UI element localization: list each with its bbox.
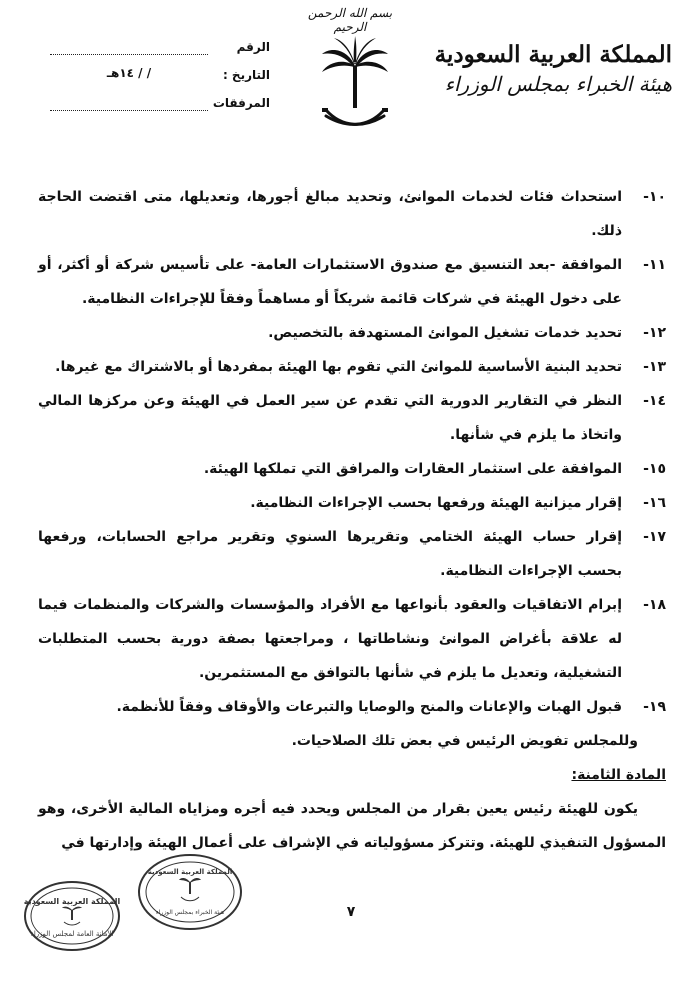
list-item: [38, 180, 666, 248]
item-text: تحديد خدمات تشغيل الموانئ المستهدفة بالتخصيص.: [268, 325, 622, 341]
item-text: إقرار ميزانية الهيئة ورفعها بحسب الإجراءات النظامية.: [250, 495, 622, 511]
reference-block: [50, 38, 270, 122]
agency-stamp-icon: [136, 852, 244, 932]
list-item: [38, 316, 666, 350]
item-text: قبول الهبات والإعانات والمنح والوصايا والتبرعات والأوقاف وفقاً للأنظمة.: [116, 699, 622, 715]
item-text: الموافقة على استثمار العقارات والمرافق التي تملكها الهيئة.: [203, 461, 622, 477]
page-number: ٧: [346, 904, 356, 920]
stamp-mid-text: المملكة العربية السعودية: [147, 868, 233, 876]
stamp-left-sub: الأمانة العامة لمجلس الوزراء: [30, 930, 114, 938]
stamp-mid-sub: هيئة الخبراء بمجلس الوزراء: [155, 909, 225, 916]
list-item: [38, 248, 666, 316]
item-text: إبرام الاتفاقيات والعقود بأنواعها مع الأفراد والمؤسسات والشركات والمنظمات فيما له علاقة بأغراض الموانئ ونشاطاتها ، ومراجعتها بصفة دورية بحسب المتطلبات التشغيلية، وتعديل ما يلزم في شأنها بالتوافق مع المستثمرين.: [38, 597, 622, 681]
stamp-left-text: المملكة العربية السعودية: [23, 897, 121, 906]
country-name: المملكة العربية السعودية: [434, 41, 672, 68]
list-item: [38, 690, 666, 724]
article-paragraph: يكون للهيئة رئيس يعين بقرار من المجلس ويحدد فيه أجره ومزاياه المالية الأخرى، وهو المسؤول التنفيذي للهيئة. وتتركز مسؤولياته في الإشراف على أعمال الهيئة وإدارتها في: [38, 801, 666, 851]
attachments-row: [50, 94, 270, 122]
item-text: إقرار حساب الهيئة الختامي وتقريرها السنوي وتقرير مراجع الحسابات، ورفعها بحسب الإجراءات النظامية.: [38, 529, 622, 579]
basmala: بسم الله الرحمن الرحيم: [307, 6, 393, 34]
item-number: ١٥-: [643, 461, 666, 477]
list-item: [38, 588, 666, 690]
date-value: / / ١٤هـ: [106, 66, 152, 80]
item-text: تحديد البنية الأساسية للموانئ التي تقوم بها الهيئة بمفردها أو بالاشتراك مع غيرها.: [55, 359, 622, 375]
article-heading: المادة الثامنة:: [571, 767, 666, 783]
item-text: الموافقة -بعد التنسيق مع صندوق الاستثمارات العامة- على تأسيس شركة أو أكثر، أو على دخول الهيئة في شركات قائمة شريكاً أو مساهماً وفقاً للإجراءات النظامية.: [38, 257, 622, 307]
item-number: ١٩-: [643, 699, 666, 715]
list-item: [38, 520, 666, 588]
item-number: ١٧-: [643, 529, 666, 545]
list-item: [38, 384, 666, 452]
ref-line: [50, 54, 208, 55]
ref-row: [50, 38, 270, 66]
attachments-label: المرفقات: [212, 96, 270, 110]
item-number: ١٨-: [643, 597, 666, 613]
item-number: ١٤-: [643, 393, 666, 409]
delegation-paragraph: وللمجلس تفويض الرئيس في بعض تلك الصلاحيات.: [291, 733, 638, 749]
item-number: ١٣-: [643, 359, 666, 375]
document-body: [38, 180, 666, 860]
date-label: التاريخ :: [222, 68, 270, 82]
official-stamp-icon: [22, 878, 122, 954]
agency-name: هيئة الخبراء بمجلس الوزراء: [444, 72, 672, 96]
list-item: [38, 452, 666, 486]
item-text: النظر في التقارير الدورية التي تقدم عن سير العمل في الهيئة وعن مركزها المالي واتخاذ ما يلزم في شأنها.: [38, 393, 622, 443]
attachments-line: [50, 110, 208, 111]
saudi-emblem-icon: [320, 36, 390, 136]
ref-label: الرقم: [236, 40, 270, 54]
letterhead-title: [427, 40, 672, 98]
item-number: ١١-: [643, 257, 666, 273]
list-item: [38, 350, 666, 384]
list-item: [38, 486, 666, 520]
item-number: ١٦-: [643, 495, 666, 511]
item-number: ١٠-: [643, 189, 666, 205]
date-row: [50, 66, 270, 94]
item-text: استحداث فئات لخدمات الموانئ، وتحديد مبالغ أجورها، وتعديلها، متى اقتضت الحاجة ذلك.: [38, 189, 622, 239]
item-number: ١٢-: [643, 325, 666, 341]
